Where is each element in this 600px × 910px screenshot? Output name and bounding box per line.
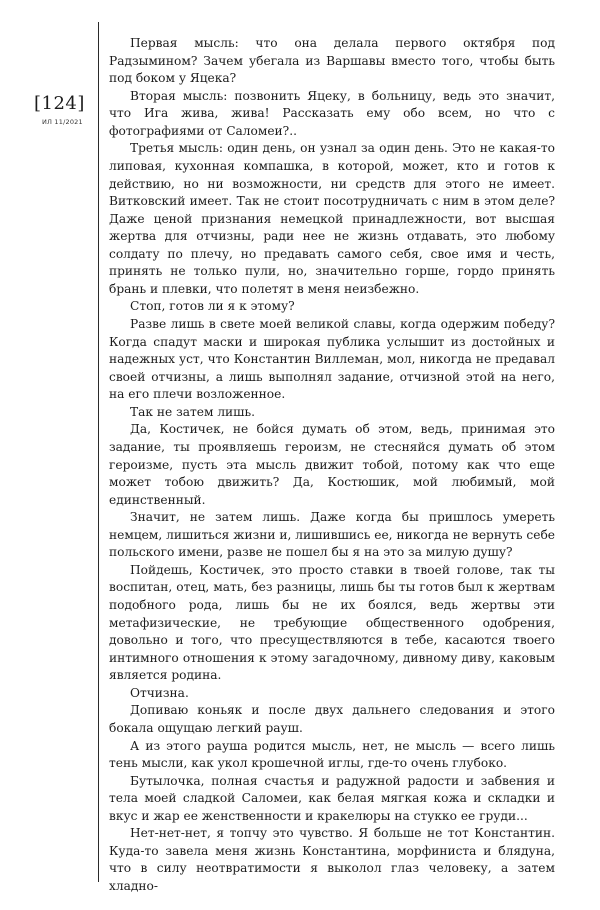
- text-column: [109, 35, 555, 896]
- paragraph: Бутылочка, полная счастья и радужной радости и забвения и тела моей сладкой Саломеи, как белая мягкая кожа и складки и вкус и жар ее женственности и кракелюры на стукко ее груди...: [109, 773, 555, 823]
- paragraph: Допиваю коньяк и после двух дальнего следования и этого бокала ощущаю легкий рауш.: [109, 703, 555, 735]
- paragraph: Да, Костичек, не бойся думать об этом, ведь, принимая это задание, ты проявляешь героизм, не стесняйся думать об этом героизме, пусть эта мысль движит тобой, потому как что еще может тобою движить? Да, Костюшик, мой любимый, мой единственный.: [109, 422, 555, 507]
- paragraph: Значит, не затем лишь. Даже когда бы пришлось умереть немцем, лишиться жизни и, лишившись ее, никогда не вернуть себе польского имени, разве не пошел бы я на это за милую душу?: [109, 510, 555, 560]
- page-number: [124]: [34, 93, 85, 114]
- paragraph: Вторая мысль: позвонить Яцеку, в больницу, ведь это значит, что Ига жива, жива! Рассказать ему обо всем, но что с фотографиями от Саломеи?..: [109, 88, 555, 138]
- paragraph: А из этого рауша родится мысль, нет, не мысль — всего лишь тень мысли, как укол крошечной иглы, где-то очень глубоко.: [109, 738, 555, 771]
- paragraph: Нет-нет-нет, я топчу это чувство. Я больше не тот Константин. Куда-то завела меня жизнь Константина, морфиниста и блядуна, что в силу неотвратимости я выколол глаз человеку, а затем хладно-: [109, 826, 555, 893]
- paragraph: Отчизна.: [130, 685, 189, 700]
- margin-rule: [98, 22, 99, 882]
- paragraph: Пойдешь, Костичек, это просто ставки в твоей голове, так ты воспитан, отец, мать, без разницы, лишь бы ты готов был к жертвам подобного рода, лишь бы не их боялся, ведь жертвы эти метафизические, не требующие общественного одобрения, довольно и того, что пресуществляются в тебе, касаются твоего интимного отношения к этому загадочному, дивному диву, каковым является родина.: [109, 562, 555, 683]
- paragraph: Третья мысль: один день, он узнал за один день. Это не какая-то липовая, кухонная компашка, в которой, может, кто и готов к действию, но ни возможности, ни средств для этого не имеет. Витковский имеет. Так не стоит посотрудничать с ним в этом деле? Даже ценой признания немецкой принадлежности, вот высшая жертва для отчизны, ради нее не жизнь отдавать, это любому солдату по плечу, но предавать самого себя, свое имя и честь, принять не только пули, но, значительно горше, гордо принять брань и плевки, что полетят в меня неизбежно.: [109, 141, 555, 296]
- paragraph: Первая мысль: что она делала первого октября под Радзымином? Зачем убегала из Варшавы вместо того, чтобы быть под боком у Яцека?: [109, 36, 555, 86]
- paragraph: Так не затем лишь.: [130, 404, 256, 419]
- paragraph: Разве лишь в свете моей великой славы, когда одержим победу? Когда спадут маски и широкая публика услышит из достойных и надежных уст, что Константин Виллеман, мол, никогда не предавал своей отчизны, а лишь выполнял задание, отчизной этой на него, на его плечи возложенное.: [109, 317, 555, 402]
- journal-issue-label: ИЛ 11/2021: [42, 118, 83, 126]
- paragraph: Стоп, готов ли я к этому?: [130, 299, 295, 314]
